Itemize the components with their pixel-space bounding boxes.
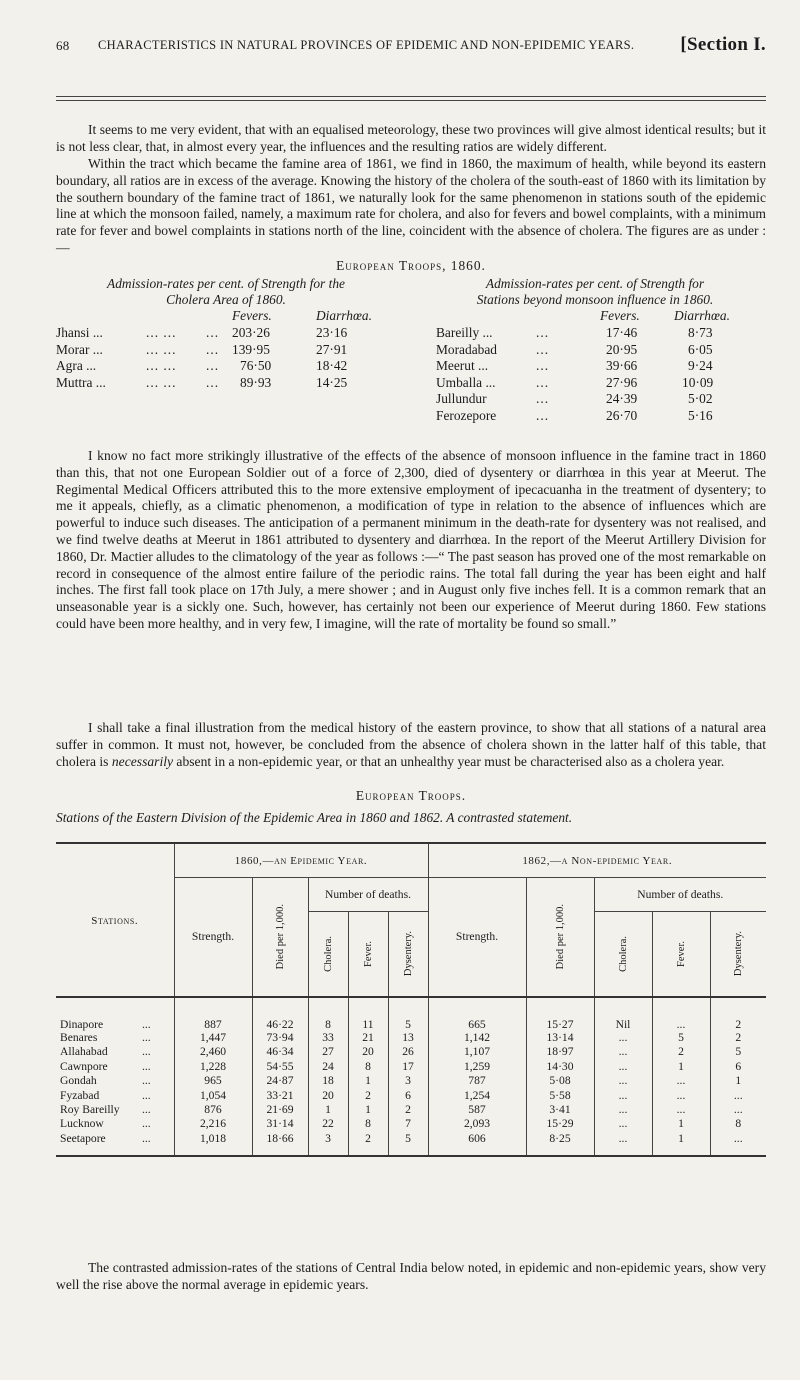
cell-d60: 33·21	[252, 1089, 308, 1103]
cell-y60: 13	[388, 1031, 428, 1045]
header-rule	[56, 100, 766, 101]
cell-s62: 1,259	[428, 1060, 526, 1074]
cell-y62: 5	[710, 1045, 766, 1059]
died-per-1000-1860-header: Died per 1,000.	[274, 904, 286, 970]
cell-c60: 33	[308, 1031, 348, 1045]
cell-d62: 8·25	[526, 1132, 594, 1156]
cell-d60: 18·66	[252, 1132, 308, 1156]
strength-1862-header: Strength.	[428, 877, 526, 997]
station-name: Dinapore	[60, 1018, 104, 1031]
cell-c60: 27	[308, 1045, 348, 1059]
cell-c62: ...	[594, 1060, 652, 1074]
cell-d60: 21·69	[252, 1103, 308, 1117]
cell-c62: ...	[594, 1074, 652, 1088]
cell-y62: ...	[710, 1132, 766, 1156]
cell-y62: 1	[710, 1074, 766, 1088]
cell-d62: 5·58	[526, 1089, 594, 1103]
stations-header: Stations.	[91, 914, 139, 927]
cell-f60: 11	[348, 997, 388, 1031]
running-title: CHARACTERISTICS IN NATURAL PROVINCES OF EPIDEMIC AND NON-EPIDEMIC YEARS.	[98, 38, 635, 52]
cell-y60: 3	[388, 1074, 428, 1088]
fever-1860-header: Fever.	[362, 940, 374, 967]
table2-heading: European Troops.	[355, 788, 467, 803]
cell-c62: Nil	[594, 997, 652, 1031]
station-name: Lucknow	[60, 1117, 104, 1131]
cell-s60: 2,460	[174, 1045, 252, 1059]
cell-s62: 2,093	[428, 1117, 526, 1131]
table1-right-title-1: Admission-rates per cent. of Strength for	[485, 276, 705, 291]
strength-1860-header: Strength.	[174, 877, 252, 997]
table1-left-title-1: Admission-rates per cent. of Strength for the	[107, 276, 345, 291]
table1-left	[56, 276, 396, 391]
station-name: Seetapore	[60, 1131, 106, 1145]
cholera-1862-header: Cholera.	[617, 935, 629, 972]
leader-dots: ...	[142, 1059, 151, 1073]
cell-d62: 14·30	[526, 1060, 594, 1074]
table1-right-row: Ferozepore ... 26·70 5·16	[436, 407, 713, 423]
cell-c60: 22	[308, 1117, 348, 1131]
cell-y60: 5	[388, 1132, 428, 1156]
table1-right-row: Bareilly ... ... 17·46 8·73	[436, 325, 713, 340]
cell-d60: 54·55	[252, 1060, 308, 1074]
closing-paragraph: The contrasted admission-rates of the stations of Central India below noted, in epidemic and non-epidemic years, show very well the rise above the normal average in epidemic years.	[56, 1260, 766, 1292]
cell-c60: 18	[308, 1074, 348, 1088]
table1-left-row: Muttra ... ... ... ... 89·93 14·25	[56, 374, 348, 390]
running-head	[56, 34, 766, 60]
paragraph-2: Within the tract which became the famine area of 1861, we find in 1860, the maximum of health, while beyond its eastern boundary, all ratios are in excess of the average. Knowing the history of the cholera of the south-east of 1860 with its limitation by the southern boundary of the famine tract of 1861, we naturally look for the same phenomenon in stations south of the epidemic line at which the monsoon failed, namely, a maximum rate for cholera, and also for fevers and bowel complaints, with a minimum rate for fever and bowel complaints in stations north of the line, coincident with the absence of cholera. The figures are as under :—	[56, 156, 766, 255]
cell-d60: 73·94	[252, 1031, 308, 1045]
paragraph-3: I know no fact more strikingly illustrative of the effects of the absence of monsoon influence in the famine tract in 1860 than this, that not one European Soldier out of a force of 2,300, died of dysentery or diarrhœa in this year at Meerut. The Regimental Medical Officers attributed this to the more extensive employment of ipecacuanha in the treatment of dysentery; to me it appeals, chiefly, as a climatic phenomenon, a modification of type in relation to the absence of influences which are powerful to induce such diseases. The anticipation of a permanent minimum in the death-rate for dysentery was not realised, and we find twelve deaths at Meerut in 1861 attributed to dysentery and diarrhœa. In the report of the Meerut Artillery Division for 1860, Dr. Mactier alludes to the climatology of the year as follows :—“ The past season has proved one of the most remarkable on record in consequence of the almost entire failure of the periodic rains. The total fall during the year has been eight and half inches. The first fall took place on 17th July, a mere shower ; and in August only five inches fell. It is a common remark that an unseasonable year is a sickly one. Such, however, has certainly not been our experience of Meerut during 1860. Few stations could have been more healthy, and in very few, I imagine, will the rate of mortality be found so small.”	[56, 448, 766, 631]
cell-d62: 18·97	[526, 1045, 594, 1059]
table1-left-row: Agra ... ... ... ... 76·50 18·42	[56, 358, 348, 374]
table1-left-col-fevers: Fevers.	[232, 308, 272, 323]
table1-right-row: Meerut ... ... 39·66 9·24	[436, 358, 713, 374]
cell-y62: ...	[710, 1089, 766, 1103]
cell-y62: 2	[710, 1031, 766, 1045]
leader-dots: ...	[142, 1102, 151, 1116]
cell-f60: 21	[348, 1031, 388, 1045]
mortality-table-body	[56, 997, 766, 1156]
cell-y60: 7	[388, 1117, 428, 1131]
cell-f62: 1	[652, 1117, 710, 1131]
dysentery-1860-header: Dysentery.	[402, 931, 414, 977]
cell-f62: 1	[652, 1132, 710, 1156]
table-row	[56, 1103, 766, 1117]
deaths-1860-header: Number of deaths.	[308, 877, 428, 911]
leader-dots: ...	[142, 1018, 151, 1031]
cell-f62: 1	[652, 1060, 710, 1074]
table-row	[56, 1031, 766, 1045]
cell-d62: 3·41	[526, 1103, 594, 1117]
table1-right-row: Moradabad ... 20·95 6·05	[436, 341, 713, 357]
mortality-table	[56, 842, 766, 1157]
cell-c60: 3	[308, 1132, 348, 1156]
cell-s62: 787	[428, 1074, 526, 1088]
leader-dots: ...	[142, 1031, 151, 1044]
cell-c60: 24	[308, 1060, 348, 1074]
cell-s62: 665	[428, 997, 526, 1031]
table-row	[56, 1089, 766, 1103]
cell-c60: 1	[308, 1103, 348, 1117]
section-label: [Section I.	[680, 34, 766, 55]
table1-heading: European Troops, 1860.	[336, 258, 486, 273]
cell-y62: 8	[710, 1117, 766, 1131]
cell-s62: 1,254	[428, 1089, 526, 1103]
cell-c60: 8	[308, 997, 348, 1031]
cholera-1860-header: Cholera.	[322, 935, 334, 972]
page-number: 68	[56, 38, 70, 53]
cell-s60: 965	[174, 1074, 252, 1088]
cell-f60: 8	[348, 1117, 388, 1131]
table1-right-row: Jullundur ... 24·39 5·02	[436, 391, 713, 407]
table1-left-col-diarrhoea: Diarrhœa.	[316, 308, 372, 323]
cell-y62: 6	[710, 1060, 766, 1074]
station-name: Fyzabad	[60, 1088, 100, 1102]
cell-c62: ...	[594, 1103, 652, 1117]
cell-y60: 2	[388, 1103, 428, 1117]
table-row	[56, 1132, 766, 1156]
header-rule	[56, 96, 766, 97]
cell-s60: 2,216	[174, 1117, 252, 1131]
cell-d60: 46·34	[252, 1045, 308, 1059]
cell-s62: 587	[428, 1103, 526, 1117]
paragraph-4: I shall take a final illustration from the medical history of the eastern province, to show that all stations of a natural area suffer in common. It must not, however, be concluded from the absence of cholera shown in the latter half of this table, that cholera is necessarily absent in a non-epidemic year, or that an unhealthy year must be characterised also as a cholera year.	[56, 720, 766, 769]
cell-d62: 13·14	[526, 1031, 594, 1045]
cell-f62: ...	[652, 1074, 710, 1088]
fever-1862-header: Fever.	[675, 940, 687, 967]
cell-y60: 17	[388, 1060, 428, 1074]
table-row	[56, 997, 766, 1031]
cell-s60: 1,447	[174, 1031, 252, 1045]
cell-f60: 2	[348, 1089, 388, 1103]
cell-d60: 46·22	[252, 997, 308, 1031]
cell-s60: 876	[174, 1103, 252, 1117]
station-name: Allahabad	[60, 1045, 108, 1059]
cell-f60: 8	[348, 1060, 388, 1074]
table1-right-col-diarrhoea: Diarrhœa.	[674, 308, 730, 323]
cell-d62: 5·08	[526, 1074, 594, 1088]
table2-subheading: Stations of the Eastern Division of the Epidemic Area in 1860 and 1862. A contrasted statement.	[56, 810, 573, 825]
cell-c62: ...	[594, 1132, 652, 1156]
cell-c62: ...	[594, 1089, 652, 1103]
leader-dots: ...	[142, 1088, 151, 1102]
cell-d60: 31·14	[252, 1117, 308, 1131]
cell-y60: 26	[388, 1045, 428, 1059]
cell-c62: ...	[594, 1045, 652, 1059]
cell-y62: ...	[710, 1103, 766, 1117]
cell-s60: 1,228	[174, 1060, 252, 1074]
epidemic-year-header: 1860,—an Epidemic Year.	[234, 854, 368, 867]
cell-f62: ...	[652, 1089, 710, 1103]
table1-left-row: Jhansi ... ... ... ... 203·26 23·16	[56, 325, 348, 340]
station-name: Gondah	[60, 1074, 97, 1088]
cell-f60: 1	[348, 1103, 388, 1117]
cell-f62: ...	[652, 1103, 710, 1117]
station-name: Cawnpore	[60, 1059, 108, 1073]
table1-left-row: Morar ... ... ... ... 139·95 27·91	[56, 341, 348, 357]
table1-right-row: Umballa ... ... 27·96 10·09	[436, 374, 714, 390]
cell-s60: 1,018	[174, 1132, 252, 1156]
cell-y62: 2	[710, 997, 766, 1031]
cell-c62: ...	[594, 1117, 652, 1131]
leader-dots: ...	[142, 1117, 151, 1131]
station-name: Roy Bareilly	[60, 1102, 120, 1116]
station-name: Benares	[60, 1031, 98, 1044]
table-row	[56, 1074, 766, 1088]
table-row	[56, 1045, 766, 1059]
nonepidemic-year-header: 1862,—a Non-epidemic Year.	[522, 854, 673, 867]
cell-c60: 20	[308, 1089, 348, 1103]
table1-left-title-2: Cholera Area of 1860.	[166, 292, 286, 307]
deaths-1862-header: Number of deaths.	[594, 877, 766, 911]
died-per-1000-1862-header: Died per 1,000.	[554, 904, 566, 970]
table1-right-col-fevers: Fevers.	[600, 308, 640, 323]
table1	[56, 276, 766, 446]
table1-right-title-2: Stations beyond monsoon influence in 1860.	[476, 292, 714, 307]
cell-c62: ...	[594, 1031, 652, 1045]
leader-dots: ...	[142, 1074, 151, 1088]
table1-right	[424, 276, 766, 425]
table-row	[56, 1060, 766, 1074]
cell-f62: 2	[652, 1045, 710, 1059]
cell-s62: 1,107	[428, 1045, 526, 1059]
cell-d62: 15·27	[526, 997, 594, 1031]
cell-f60: 1	[348, 1074, 388, 1088]
dysentery-1862-header: Dysentery.	[732, 931, 744, 977]
cell-s60: 887	[174, 997, 252, 1031]
cell-d62: 15·29	[526, 1117, 594, 1131]
cell-f60: 20	[348, 1045, 388, 1059]
paragraph-1: It seems to me very evident, that with an equalised meteorology, these two provinces will give almost identical results; but it is not less clear, that, in almost every year, the influences and the resulting ratios are widely different.	[56, 122, 766, 154]
cell-f62: 5	[652, 1031, 710, 1045]
leader-dots: ...	[142, 1131, 151, 1145]
leader-dots: ...	[142, 1045, 151, 1059]
cell-s62: 1,142	[428, 1031, 526, 1045]
cell-y60: 6	[388, 1089, 428, 1103]
cell-s62: 606	[428, 1132, 526, 1156]
table-row	[56, 1117, 766, 1131]
cell-d60: 24·87	[252, 1074, 308, 1088]
cell-s60: 1,054	[174, 1089, 252, 1103]
cell-f62: ...	[652, 997, 710, 1031]
cell-f60: 2	[348, 1132, 388, 1156]
cell-y60: 5	[388, 997, 428, 1031]
